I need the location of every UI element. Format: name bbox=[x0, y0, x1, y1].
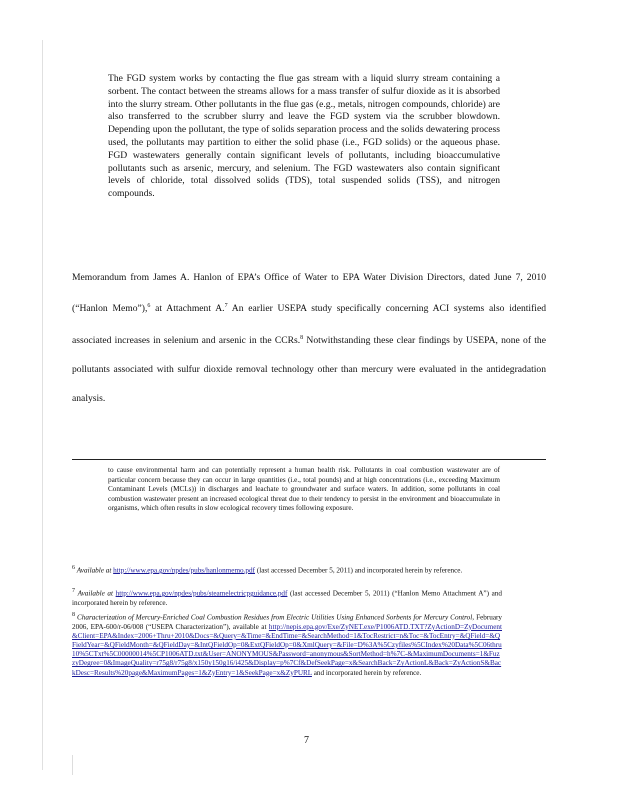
footnote-link[interactable]: http://www.epa.gov/npdes/pubs/hanlonmemo.pdf bbox=[113, 566, 256, 575]
footnote-number: 8 bbox=[72, 612, 75, 618]
page-number: 7 bbox=[304, 735, 309, 746]
footnote-link[interactable]: http://www.epa.gov/npdes/pubs/steamelectricpguidance.pdf bbox=[115, 589, 288, 598]
margin-line bbox=[42, 40, 43, 770]
footnote-title: Characterization of Mercury-Enriched Coal Combustion Residues from Electric Utilities Using Enhanced Sorbents for Mercury Control bbox=[77, 613, 473, 622]
body-part-2: at Attachment A. bbox=[150, 303, 225, 315]
footnote-separator bbox=[72, 459, 546, 460]
footnote-8 bbox=[72, 611, 502, 678]
footnote-6 bbox=[72, 564, 502, 576]
footnote-prefix: Available at bbox=[77, 589, 116, 598]
footnote-suffix: and incorporated herein by reference. bbox=[311, 668, 422, 677]
body-part-4: Notwithstanding these clear findings by USEPA, none of the pollutants associated with sulfur dioxide removal technology other than mercury were evaluated in the antidegradation analysis. bbox=[72, 334, 546, 405]
footnote-ref-6[interactable]: 6 bbox=[147, 303, 151, 310]
footnote-suffix: (last accessed December 5, 2011) and incorporated herein by reference. bbox=[255, 566, 463, 575]
footnote-7 bbox=[72, 587, 502, 608]
body-part-3: An earlier USEPA study specifically concerning ACI systems also identified associated increases in selenium and arsenic in the CCRs. bbox=[72, 303, 546, 346]
body-paragraph bbox=[72, 263, 546, 413]
footnote-number: 6 bbox=[72, 565, 75, 571]
footnote-number: 7 bbox=[72, 588, 75, 594]
block-quote: The FGD system works by contacting the flue gas stream with a liquid slurry stream containing a sorbent. The contact between the streams allows for a mass transfer of sulfur dioxide as it is absorbed into the slurry stream. Other pollutants in the flue gas (e.g., metals, nitrogen compounds, chloride) are also transferred to the scrubber slurry and leave the FGD system via the scrubber blowdown. Depending upon the pollutant, the type of solids separation process and the solids dewatering process used, the pollutants may partition to either the solid phase (i.e., FGD solids) or the aqueous phase. FGD wastewaters generally contain significant levels of pollutants, including bioaccumulative pollutants such as arsenic, mercury, and selenium. The FGD wastewaters also contain significant levels of chloride, total dissolved solids (TDS), total suspended solids (TSS), and nitrogen compounds. bbox=[108, 73, 500, 200]
footnote-prefix: Available at bbox=[76, 566, 114, 575]
footnote-link[interactable]: http://nepis.epa.gov/Exe/ZyNET.exe/P1006ATD.TXT?ZyActionD=ZyDocument&Client=EPA&Index=2006+Thru+2010&Docs=&Query=&Time=&EndTime=&SearchMethod=1&TocRestrict=n&Toc=&TocEntry=&QField=&QFieldYear=&QFieldMonth=&QFieldDay=&IntQFieldOp=0&ExtQFieldOp=0&XmlQuery=&File=D%3A%5Czyfiles%5CIndex%20Data%5C06thru10%5CTxt%5C00000014%5CP1006ATD.txt&User=ANONYMOUS&Password=anonymous&SortMethod=h%7C-&MaximumDocuments=1&FuzzyDegree=0&ImageQuality=r75g8/r75g8/x150y150g16/i425&Display=p%7Cf&DefSeekPage=x&SearchBack=ZyActionL&Back=ZyActionS&BackDesc=Results%20page&MaximumPages=1&ZyEntry=1&SeekPage=x&ZyPURL bbox=[72, 622, 502, 677]
body-part-1: Memorandum from James A. Hanlon of EPA’s Office of Water to EPA Water Division Directors, dated June 7, 2010 (“Hanlon Memo”), bbox=[72, 272, 546, 315]
footnote-ref-8[interactable]: 8 bbox=[300, 334, 304, 341]
footnote-mid: , February 2006, EPA-600/r-06/008 (“USEPA Characterization”), available at bbox=[72, 613, 503, 631]
margin-mark bbox=[72, 755, 73, 775]
footnote-ref-7[interactable]: 7 bbox=[224, 303, 228, 310]
footnote-continuation: to cause environmental harm and can potentially represent a human health risk. Pollutants in coal combustion wastewater are of particular concern because they can occur in large quantities (i.e., total pounds) and at high concentrations (i.e., exceeding Maximum Contaminant Levels (MCLs)) in discharges and leachate to groundwater and surface waters. In addition, some pollutants in coal combustion wastewater present an increased ecological threat due to their tendency to persist in the environment and bioaccumulate in organisms, which often results in slow ecological recovery times following exposure. bbox=[108, 466, 500, 513]
footnote-suffix: (last accessed December 5, 2011) (“Hanlon Memo Attachment A”) and incorporated herein by reference. bbox=[72, 589, 502, 607]
